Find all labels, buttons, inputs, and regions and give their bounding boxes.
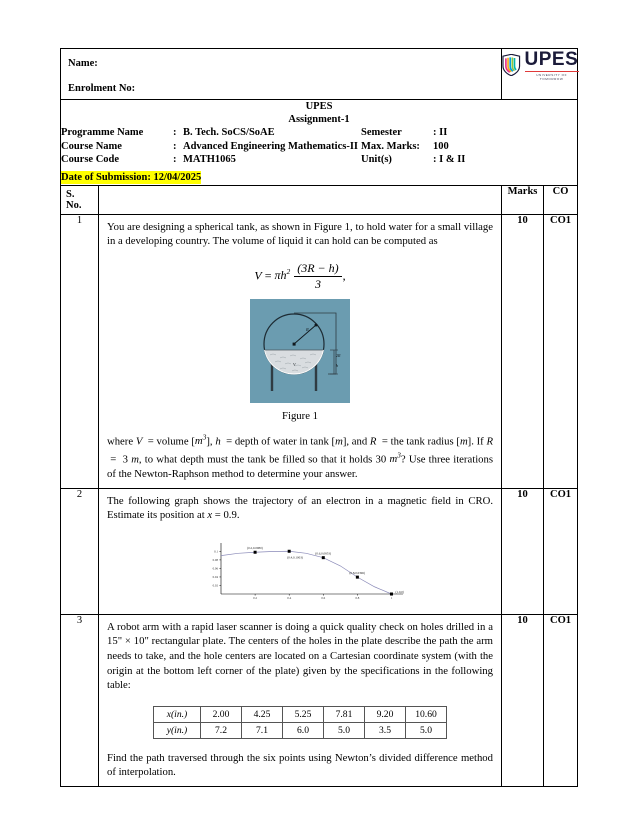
question-2-number: 2 [61, 488, 99, 614]
semester-value: : II [433, 127, 448, 138]
cell-x-2: 5.25 [283, 706, 324, 722]
question-2-para1: The following graph shows the trajectory of an electron in a magnetic field in CRO. Estimate its position at x = 0.9. [107, 494, 493, 522]
header-question-blank [99, 185, 502, 214]
header-sno: S. No. [61, 185, 99, 214]
chart-curve [221, 551, 391, 594]
svg-text:1: 1 [390, 595, 393, 600]
programme-label: Programme Name [61, 127, 144, 138]
assignment-info-cell [61, 100, 578, 186]
institution-name: UPES [305, 101, 333, 112]
electron-trajectory-chart-wrapper [99, 537, 501, 608]
equation-lhs: V [254, 267, 262, 282]
cell-x-3: 7.81 [324, 706, 365, 722]
max-marks-value: 100 [433, 140, 449, 152]
figure-1-wrapper [99, 299, 501, 408]
svg-text:0.02: 0.02 [212, 583, 218, 588]
svg-text:V: V [293, 361, 296, 367]
chart-point-label: (0.6,0.0853) [315, 551, 331, 556]
column-header-row [61, 185, 578, 214]
chart-axes [221, 543, 403, 594]
svg-text:R: R [306, 326, 309, 332]
logo-wordmark: UPES [524, 49, 579, 70]
assignment-sheet [60, 48, 578, 787]
question-2-body [99, 488, 502, 614]
cell-y-1: 7.1 [242, 722, 283, 738]
row-label-x: x(in.) [154, 706, 201, 722]
course-code-label: Course Code [61, 154, 120, 165]
figure-1-caption: Figure 1 [282, 409, 318, 422]
question-2-marks: 10 [502, 488, 544, 614]
cell-x-5: 10.60 [406, 706, 447, 722]
svg-text:h: h [336, 362, 339, 368]
chart-point [288, 550, 291, 553]
chart-point-labels [247, 546, 404, 595]
question-1-body [99, 214, 502, 488]
cell-y-5: 5.0 [406, 722, 447, 738]
electron-trajectory-chart [185, 537, 415, 603]
semester-label: Semester [361, 127, 402, 138]
question-1-para1: You are designing a spherical tank, as shown in Figure 1, to hold water for a small village in a developing country. The volume of liquid it can hold can be computed as [107, 220, 493, 248]
max-marks-label: Max. Marks: [361, 140, 420, 152]
table-row-x [154, 706, 447, 722]
course-code-value: MATH1065 [183, 154, 236, 165]
question-3-number: 3 [61, 614, 99, 786]
chart-point [390, 592, 393, 595]
svg-text:0.6: 0.6 [321, 595, 326, 600]
name-label: Name: [68, 58, 98, 69]
question-1-co: CO1 [544, 214, 578, 488]
programme-value: B. Tech. SoCS/SoAE [183, 127, 275, 138]
question-3-body [99, 614, 502, 786]
info-line-course-code [61, 153, 577, 167]
cell-y-2: 6.0 [283, 722, 324, 738]
question-1-equation [99, 261, 501, 292]
question-3-para1: A robot arm with a rapid laser scanner is doing a quick quality check on holes drilled in a 15" × 10" rectangular plate. The centers of the holes in the plate describe the path the arm needs to take, and the hole centers are located on a Cartesian coordinate system (with the origin at the bottom left corner of the plate) given by the specifications in the following table: [107, 620, 493, 692]
question-2-co: CO1 [544, 488, 578, 614]
logo-tagline: UNIVERSITY OF TOMORROW [525, 71, 579, 81]
table-row-y [154, 722, 447, 738]
enrolment-label: Enrolment No: [68, 83, 136, 94]
svg-text:0.06: 0.06 [212, 566, 218, 571]
cell-x-4: 9.20 [365, 706, 406, 722]
svg-text:0.8: 0.8 [355, 595, 360, 600]
chart-point-label: (0.4,0.1003) [287, 555, 303, 560]
name-logo-row [61, 49, 578, 100]
question-row-1 [61, 214, 578, 488]
logo-text [525, 50, 579, 81]
question-3-para2: Find the path traversed through the six points using Newton’s divided difference method of interpolation. [107, 751, 493, 779]
programme-colon: : [173, 127, 177, 138]
course-code-colon: : [173, 154, 177, 165]
cell-y-0: 7.2 [201, 722, 242, 738]
cell-y-3: 5.0 [324, 722, 365, 738]
cell-y-4: 3.5 [365, 722, 406, 738]
hole-centers-table-wrapper [99, 706, 501, 739]
course-name-colon: : [173, 140, 177, 152]
info-line-course-name [61, 140, 577, 154]
svg-text:0.04: 0.04 [212, 574, 218, 579]
chart-point [254, 551, 257, 554]
assignment-table [60, 48, 578, 787]
question-3-marks: 10 [502, 614, 544, 786]
upes-logo [502, 50, 579, 81]
hole-centers-table [153, 706, 447, 739]
chart-point-label: (0.8,0.0396) [349, 570, 366, 575]
chart-point-label: (1.0,0) [395, 589, 404, 594]
tank-diagram [250, 299, 350, 403]
info-line-programme [61, 126, 577, 140]
svg-text:2R: 2R [336, 352, 341, 358]
question-1-number: 1 [61, 214, 99, 488]
header-co: CO [544, 185, 578, 214]
svg-text:0.08: 0.08 [212, 557, 218, 562]
svg-text:0.2: 0.2 [253, 595, 258, 600]
equation-equals: = [264, 267, 272, 282]
submission-date: Date of Submission: 12/04/2025 [61, 171, 202, 183]
equation-pi-h: $\pi h^2$ [274, 266, 291, 282]
row-label-y: y(in.) [154, 722, 201, 738]
question-3-co: CO1 [544, 614, 578, 786]
course-name-value: Advanced Engineering Mathematics-II [183, 140, 358, 152]
svg-text:0.4: 0.4 [287, 595, 292, 600]
info-row [61, 100, 578, 186]
spherical-tank-figure [250, 299, 350, 403]
equation-trailer: , [342, 267, 346, 282]
units-label: Unit(s) [361, 154, 392, 165]
equation-fraction [294, 261, 341, 292]
question-row-3 [61, 614, 578, 786]
chart-point [356, 575, 359, 578]
assignment-title: Assignment-1 [288, 114, 350, 125]
course-name-label: Course Name [61, 140, 122, 152]
header-marks: Marks [502, 185, 544, 214]
svg-text:0.1: 0.1 [214, 549, 218, 554]
cell-x-1: 4.25 [242, 706, 283, 722]
equation-denominator: 3 [294, 276, 341, 292]
units-value: : I & II [433, 154, 466, 165]
chart-point-label: (0.2,0.0980) [247, 546, 263, 551]
chart-point [322, 556, 325, 559]
name-enrolment-cell [61, 49, 502, 100]
shield-icon [502, 54, 521, 76]
question-1-para2: where V = volume $[m^3]$, h = depth of water in tank [m], and R = the tank radius [m]. If R = 3 m, to what depth must the tank be filled so that it holds 30 $m^3$? Use three iterations of the Newton-Raphson method to determine your answer. [107, 432, 494, 480]
chart-points [254, 550, 393, 596]
logo-cell [502, 49, 578, 100]
question-1-marks: 10 [502, 214, 544, 488]
cell-x-0: 2.00 [201, 706, 242, 722]
question-row-2 [61, 488, 578, 614]
equation-numerator: (3R − h) [297, 260, 339, 275]
